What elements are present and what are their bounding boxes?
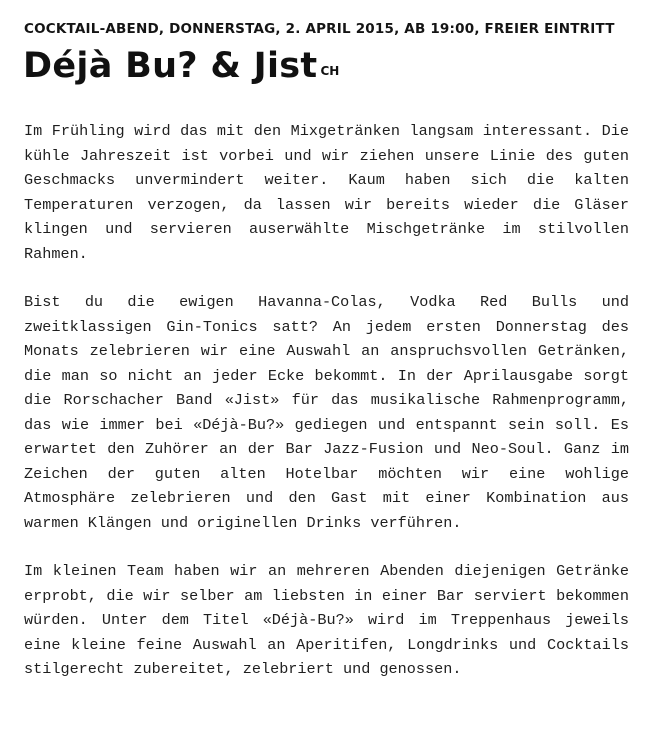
page-title	[23, 44, 339, 88]
title-superscript: CH	[320, 64, 340, 78]
paragraph-1: Im Frühling wird das mit den Mixgetränken langsam interessant. Die kühle Jahreszeit ist vorbei und wir ziehen unsere Linie des guten Geschmacks unvermindert weiter. Kaum haben sich die kalten Temperaturen verzogen, da lassen wir bereits wieder die Gläser klingen und servieren auserwählte Mischgetränke im stilvollen Rahmen.	[24, 122, 629, 263]
paragraph-2: Bist du die ewigen Havanna-Colas, Vodka Red Bulls und zweitklassigen Gin-Tonics satt? An jedem ersten Donnerstag des Monats zelebrieren wir eine Auswahl an anspruchsvollen Getränken, die man so nicht an jeder Ecke bekommt. In der Aprilausgabe sorgt die Rorschacher Band «Jist» für das musikalische Rahmenprogramm, das wie immer bei «Déjà-Bu?» gediegen und entspannt sein soll. Es erwartet den Zuhörer an der Bar Jazz-Fusion und Neo-Soul. Ganz im Zeichen der guten alten Hotelbar möchten wir eine wohlige Atmosphäre zelebrieren und den Gast mit einer Kombination aus warmen Klängen und originellen Drinks verführen.	[24, 293, 629, 532]
event-info: COCKTAIL-ABEND, DONNERSTAG, 2. APRIL 2015, AB 19:00, FREIER EINTRITT	[24, 21, 615, 37]
title-text: Déjà Bu? & Jist	[23, 46, 318, 86]
paragraph-3: Im kleinen Team haben wir an mehreren Abenden diejenigen Getränke erprobt, die wir selber am liebsten in einer Bar serviert bekommen würden. Unter dem Titel «Déjà-Bu?» wird im Treppenhaus jeweils eine kleine feine Auswahl an Aperitifen, Longdrinks und Cocktails stilgerecht zubereitet, zelebriert und genossen.	[24, 562, 629, 678]
article-body	[24, 119, 629, 706]
